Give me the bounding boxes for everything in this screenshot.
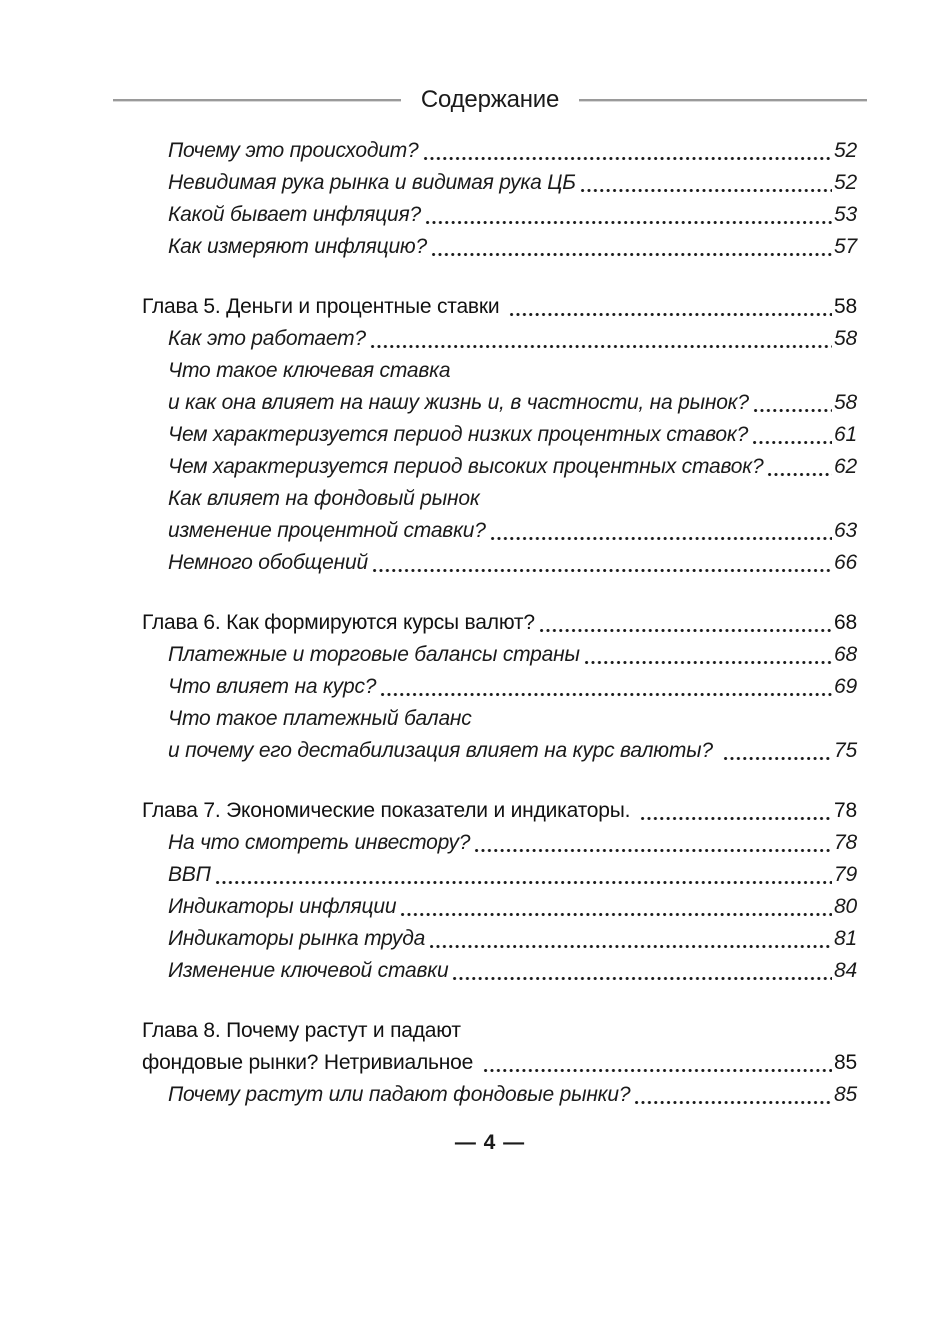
toc-entry-page: 52 xyxy=(834,139,857,162)
toc-sub-entry xyxy=(142,703,857,735)
toc-entry-page: 57 xyxy=(834,235,857,258)
dot-leader xyxy=(490,536,832,541)
dot-leader xyxy=(429,944,832,949)
toc-entry-title: Немного обобщений xyxy=(168,551,368,574)
header-rule-right xyxy=(579,99,867,101)
toc-sub-entry xyxy=(142,547,857,579)
toc-entry-page: 69 xyxy=(834,675,857,698)
toc-entry-page: 85 xyxy=(834,1083,857,1106)
toc-entry-title: Глава 5. Деньги и процентные ставки xyxy=(142,295,500,318)
toc-sub-entry xyxy=(142,1079,857,1111)
toc-entry-page: 61 xyxy=(834,423,857,446)
toc-entry-title: изменение процентной ставки? xyxy=(168,519,486,542)
header-rule-left xyxy=(113,99,401,101)
toc-entry-title: Что такое платежный баланс xyxy=(168,707,472,730)
toc-entry-title: и почему его дестабилизация влияет на курс валюты? xyxy=(168,739,713,762)
toc-entry-page: 68 xyxy=(834,611,857,634)
toc-entry-page: 84 xyxy=(834,959,857,982)
toc-chapter-entry xyxy=(142,291,857,323)
dot-leader xyxy=(580,188,832,193)
toc-sub-entry xyxy=(142,355,857,387)
toc-entry-page: 75 xyxy=(834,739,857,762)
toc-entry-page: 58 xyxy=(834,295,857,318)
dot-leader xyxy=(423,156,833,161)
toc-sub-entry xyxy=(142,135,857,167)
toc-entry-title: Глава 7. Экономические показатели и индикаторы. xyxy=(142,799,631,822)
toc-entry-page: 58 xyxy=(834,391,857,414)
dot-leader xyxy=(539,628,832,633)
page-title: Содержание xyxy=(420,86,560,113)
toc-sub-entry xyxy=(142,923,857,955)
dot-leader xyxy=(753,408,832,413)
dot-leader xyxy=(370,344,832,349)
toc-entry-title: Как измеряют инфляцию? xyxy=(168,235,428,258)
toc-sub-entry xyxy=(142,451,857,483)
dot-leader xyxy=(400,912,832,917)
toc-sub-entry xyxy=(142,419,857,451)
toc-entry-title: Как влияет на фондовый рынок xyxy=(168,487,480,510)
dot-leader xyxy=(509,312,832,317)
toc-sub-entry xyxy=(142,387,857,419)
dot-leader xyxy=(372,568,832,573)
toc-entry-title: и как она влияет на нашу жизнь и, в частности, на рынок? xyxy=(168,391,749,414)
toc-chapter-entry xyxy=(142,1015,857,1047)
toc-entry-page: 81 xyxy=(834,927,857,950)
toc-sub-entry xyxy=(142,231,857,263)
toc-entry-title: Индикаторы инфляции xyxy=(168,895,397,918)
toc-sub-entry xyxy=(142,323,857,355)
toc-entry-page: 58 xyxy=(834,327,857,350)
toc-entry-title: Как это работает? xyxy=(168,327,366,350)
toc-list xyxy=(142,135,857,1111)
toc-entry-page: 53 xyxy=(834,203,857,226)
dot-leader xyxy=(483,1068,832,1073)
dot-leader xyxy=(584,660,832,665)
dot-leader xyxy=(752,440,832,445)
toc-entry-title: Почему это происходит? xyxy=(168,139,419,162)
toc-entry-title: Платежные и торговые балансы страны xyxy=(168,643,580,666)
dot-leader xyxy=(452,976,832,981)
toc-entry-page: 63 xyxy=(834,519,857,542)
toc-sub-entry xyxy=(142,891,857,923)
toc-entry-title: На что смотреть инвестору? xyxy=(168,831,471,854)
dot-leader xyxy=(425,220,832,225)
toc-sub-entry xyxy=(142,199,857,231)
toc-sub-entry xyxy=(142,827,857,859)
dot-leader xyxy=(640,816,832,821)
toc-entry-page: 66 xyxy=(834,551,857,574)
folio-page-number: — 4 — xyxy=(454,1131,526,1154)
toc-chapter-entry xyxy=(142,795,857,827)
dot-leader xyxy=(431,252,832,257)
toc-entry-title: Глава 8. Почему растут и падают xyxy=(142,1019,461,1042)
toc-entry-title: Индикаторы рынка труда xyxy=(168,927,426,950)
dot-leader xyxy=(380,692,832,697)
toc-entry-title: Невидимая рука рынка и видимая рука ЦБ xyxy=(168,171,576,194)
book-page xyxy=(0,86,946,1333)
toc-entry-page: 52 xyxy=(834,171,857,194)
toc-entry-page: 85 xyxy=(834,1051,857,1074)
toc-entry-title: Чем характеризуется период высоких процентных ставок? xyxy=(168,455,764,478)
toc-entry-page: 62 xyxy=(834,455,857,478)
toc-sub-entry xyxy=(142,671,857,703)
dot-leader xyxy=(723,756,832,761)
toc-entry-title: Что влияет на курс? xyxy=(168,675,377,698)
dot-leader xyxy=(474,848,832,853)
toc-entry-page: 80 xyxy=(834,895,857,918)
toc-entry-title: Почему растут или падают фондовые рынки? xyxy=(168,1083,631,1106)
toc-entry-title: ВВП xyxy=(168,863,211,886)
toc-entry-title: Что такое ключевая ставка xyxy=(168,359,451,382)
toc-chapter-entry xyxy=(142,607,857,639)
toc-entry-page: 68 xyxy=(834,643,857,666)
dot-leader xyxy=(215,880,832,885)
toc-entry-page: 78 xyxy=(834,799,857,822)
toc-sub-entry xyxy=(142,167,857,199)
toc-sub-entry xyxy=(142,859,857,891)
running-head xyxy=(113,86,867,114)
toc-entry-title: Изменение ключевой ставки xyxy=(168,959,449,982)
dot-leader xyxy=(634,1100,832,1105)
toc-sub-entry xyxy=(142,735,857,767)
toc-entry-title: фондовые рынки? Нетривиальное xyxy=(142,1051,474,1074)
toc-sub-entry xyxy=(142,483,857,515)
toc-entry-page: 78 xyxy=(834,831,857,854)
toc-entry-title: Чем характеризуется период низких процентных ставок? xyxy=(168,423,749,446)
toc-entry-title: Глава 6. Как формируются курсы валют? xyxy=(142,611,535,634)
toc-sub-entry xyxy=(142,639,857,671)
dot-leader xyxy=(767,472,832,477)
toc-chapter-entry xyxy=(142,1047,857,1079)
toc-entry-title: Какой бывает инфляция? xyxy=(168,203,421,226)
toc-sub-entry xyxy=(142,515,857,547)
toc-entry-page: 79 xyxy=(834,863,857,886)
toc-sub-entry xyxy=(142,955,857,987)
